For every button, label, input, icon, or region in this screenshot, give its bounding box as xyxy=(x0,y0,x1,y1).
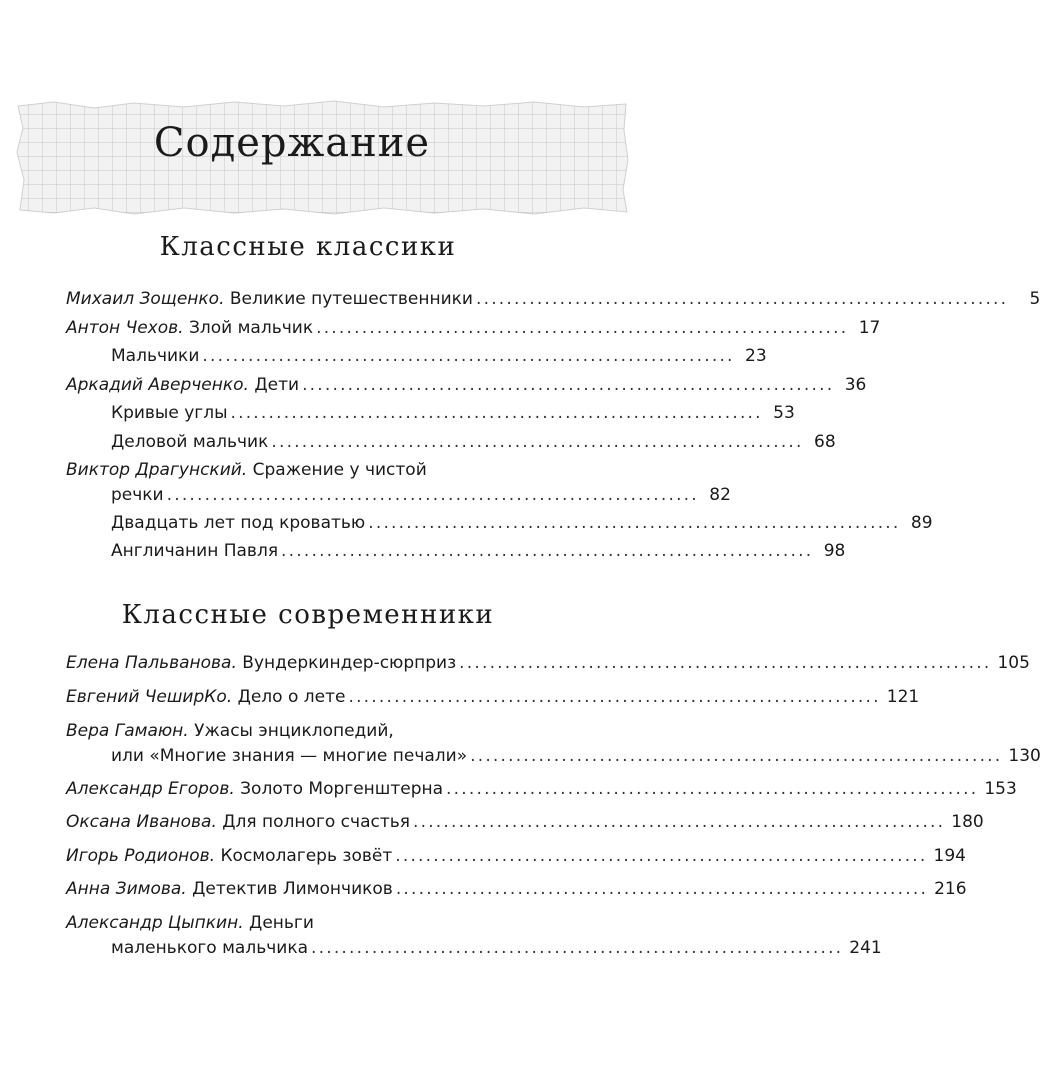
entry-title: Великие путешественники xyxy=(229,289,473,309)
entry-title: Ужасы энциклопедий, xyxy=(194,721,394,741)
entry-author: Виктор Драгунский. xyxy=(66,460,248,480)
entry-title: Детектив Лимончиков xyxy=(192,879,393,899)
section-title-contemporaries: Классные современники xyxy=(121,600,495,630)
leader-dots: ...................................................................... xyxy=(446,779,979,799)
entry-page: 17 xyxy=(858,318,881,338)
toc-entry[interactable] xyxy=(111,431,836,453)
entry-page: 121 xyxy=(886,687,920,707)
entry-page: 5 xyxy=(1029,289,1041,309)
entry-title: Англичанин Павля xyxy=(111,541,279,561)
leader-dots: ...................................................................... xyxy=(166,485,699,505)
entry-page: 23 xyxy=(745,346,767,366)
toc-entry[interactable] xyxy=(66,878,967,900)
leader-dots: ...................................................................... xyxy=(202,346,735,366)
toc-entry-first-line[interactable] xyxy=(66,459,548,481)
toc-entry[interactable] xyxy=(66,845,966,867)
entry-author: Елена Пальванова. xyxy=(66,653,237,673)
leader-dots: ...................................................................... xyxy=(475,289,1009,309)
entry-title: Вундеркиндер-сюрприз xyxy=(242,653,457,673)
entry-author: Анна Зимова. xyxy=(66,879,187,899)
toc-entry-continuation[interactable] xyxy=(111,937,882,959)
entry-author: Оксана Иванова. xyxy=(66,812,217,832)
toc-entry[interactable] xyxy=(66,686,920,708)
toc-entry-first-line[interactable] xyxy=(66,912,548,934)
entry-title: Злой мальчик xyxy=(188,318,314,338)
entry-author: Антон Чехов. xyxy=(66,318,184,338)
toc-entry[interactable] xyxy=(66,288,1041,310)
toc-entry[interactable] xyxy=(111,540,846,562)
entry-title: Мальчики xyxy=(111,346,200,366)
entry-page: 180 xyxy=(951,812,984,832)
entry-page: 105 xyxy=(997,653,1030,673)
entry-page: 89 xyxy=(910,513,933,533)
leader-dots: ...................................................................... xyxy=(395,846,928,866)
toc-entry[interactable] xyxy=(66,778,1017,800)
toc-entry[interactable] xyxy=(111,345,767,367)
page-title: Содержание xyxy=(153,120,431,166)
section-title-classics: Классные классики xyxy=(159,232,457,262)
leader-dots: ...................................................................... xyxy=(348,687,881,707)
leader-dots: ...................................................................... xyxy=(412,812,946,832)
entry-title: Космолагерь зовёт xyxy=(220,846,393,866)
entry-title: Дело о лете xyxy=(237,687,346,707)
entry-author: Александр Егоров. xyxy=(66,779,235,799)
entry-title: Дети xyxy=(254,375,300,395)
entry-title: Деньги xyxy=(249,913,314,933)
entry-author: Вера Гамаюн. xyxy=(66,721,189,741)
leader-dots: ...................................................................... xyxy=(271,432,804,452)
toc-entry[interactable] xyxy=(66,811,984,833)
toc-entry[interactable] xyxy=(111,402,795,424)
toc-entry-continuation[interactable] xyxy=(111,484,731,506)
entry-title: Двадцать лет под кроватью xyxy=(111,513,366,533)
leader-dots: ...................................................................... xyxy=(311,938,844,958)
toc-entry[interactable] xyxy=(66,317,881,339)
entry-page: 68 xyxy=(814,432,836,452)
leader-dots: ...................................................................... xyxy=(230,403,763,423)
entry-author: Аркадий Аверченко. xyxy=(66,375,249,395)
leader-dots: ...................................................................... xyxy=(302,375,835,395)
toc-entry[interactable] xyxy=(66,652,1030,674)
entry-author: Александр Цыпкин. xyxy=(66,913,244,933)
leader-dots: ...................................................................... xyxy=(281,541,814,561)
entry-title: или «Многие знания — многие печали» xyxy=(111,746,468,766)
entry-title: Золото Моргенштерна xyxy=(240,779,444,799)
entry-author: Евгений ЧеширКо. xyxy=(66,687,233,707)
entry-page: 130 xyxy=(1008,746,1041,766)
entry-page: 36 xyxy=(844,375,867,395)
entry-page: 153 xyxy=(984,779,1017,799)
leader-dots: ...................................................................... xyxy=(395,879,929,899)
entry-title: Кривые углы xyxy=(111,403,228,423)
toc-entry-first-line[interactable] xyxy=(66,720,548,742)
leader-dots: ...................................................................... xyxy=(316,318,849,338)
entry-title: речки xyxy=(111,485,164,505)
entry-page: 241 xyxy=(849,938,882,958)
leader-dots: ...................................................................... xyxy=(459,653,992,673)
entry-author: Игорь Родионов. xyxy=(66,846,216,866)
entry-page: 82 xyxy=(709,485,731,505)
entry-author: Михаил Зощенко. xyxy=(66,289,225,309)
entry-title: Сражение у чистой xyxy=(252,460,427,480)
leader-dots: ...................................................................... xyxy=(368,513,901,533)
leader-dots: ...................................................................... xyxy=(470,746,1003,766)
entry-title: Для полного счастья xyxy=(222,812,410,832)
toc-entry[interactable] xyxy=(66,374,867,396)
entry-page: 216 xyxy=(934,879,967,899)
toc-entry-continuation[interactable] xyxy=(111,745,1041,767)
entry-page: 53 xyxy=(773,403,795,423)
entry-page: 194 xyxy=(933,846,966,866)
toc-entry[interactable] xyxy=(111,512,933,534)
entry-title: маленького мальчика xyxy=(111,938,309,958)
entry-title: Деловой мальчик xyxy=(111,432,269,452)
entry-page: 98 xyxy=(823,541,846,561)
